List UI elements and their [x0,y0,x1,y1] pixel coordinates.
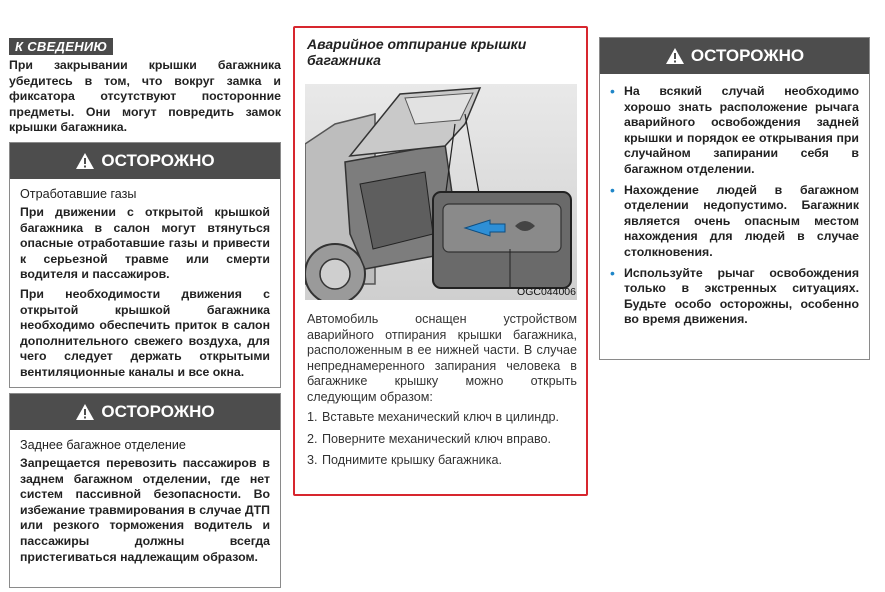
list-item [610,84,859,178]
image-code: OGC044006 [517,286,576,298]
warning-box-release-lever [599,37,870,360]
bullet-icon: • [610,264,615,281]
step-number: 3. [307,453,318,468]
warning-triangle-icon [665,47,685,65]
warning-header [600,38,869,74]
emergency-release-box [293,26,588,496]
list-item [610,183,859,261]
note-section [9,38,281,136]
warning-paragraph: При необходимости движения с открытой крышкой багажника необходимо обеспечить приток в салон дополнительного свежего воздуха, для чего следует держать открытыми вентиляционные каналы и все окна. [20,286,270,379]
bullet-icon: • [610,83,615,99]
warning-subtitle: Заднее багажное отделение [20,438,186,452]
step-text: Вставьте механический ключ в цилиндр. [322,410,560,424]
warning-heading: ОСТОРОЖНО [690,46,805,65]
emergency-description: Автомобиль оснащен устройством аварийного отпирания крышки багажника, расположенным в ее нижней части. В случае непреднамеренного запирания человека в багажнике крышку можно открыть следующим образом: [307,312,577,404]
bullet-text: Нахождение людей в багажном отделении недопустимо. Багажник является очень опасным местом нахождения для людей в случае столкновения. [624,182,859,259]
step-number: 1. [307,410,318,424]
note-text: При закрывании крышки багажника убедитесь в том, что вокруг замка и фиксатора отсутствуют посторонние предметы. Они могут повредить замок крышки багажника. [9,58,281,134]
warning-triangle-icon [75,403,95,421]
list-item [307,432,577,448]
warning-paragraph: Запрещается перевозить пассажиров в заднем багажном отделении, где нет систем пассивной безопасности. Во избежание травмирования в случае ДТП или резкого торможения водитель и пассажиры должны всегда пристегиваться надлежащим образом. [20,456,270,564]
emergency-title: Аварийное отпирание крышки багажника [307,36,527,68]
warning-paragraph: При движении с открытой крышкой багажника в салон могут втянуться опасные отработавшие газы и привести к серьезной травме или смерти водителя и пассажиров. [20,205,270,282]
warning-header [10,143,280,179]
note-heading: К СВЕДЕНИЮ [9,38,113,55]
warning-header [10,394,280,430]
list-item [610,266,859,328]
step-text: Поверните механический ключ вправо. [322,431,552,446]
warning-box-rear-compartment [9,393,281,588]
tailgate-illustration [305,84,577,300]
list-item [307,453,577,469]
bullet-text: Используйте рычаг освобождения только в экстренных ситуациях. Будьте особо осторожны, особенно во время движения. [624,265,859,327]
list-item [307,410,577,426]
warning-subtitle: Отработавшие газы [20,187,137,201]
bullet-icon: • [610,181,615,198]
step-number: 2. [307,431,318,446]
warning-heading: ОСТОРОЖНО [101,151,215,170]
warning-box-exhaust [9,142,281,388]
warning-triangle-icon [75,152,95,170]
step-text: Поднимите крышку багажника. [322,453,503,468]
bullet-text: На всякий случай необходимо хорошо знать расположение рычага аварийного освобождения задней крышки и порядок ее открывания при случайном запирании себя в багажном отделении. [624,84,859,176]
warning-heading: ОСТОРОЖНО [101,402,215,421]
steps-list [307,410,577,475]
